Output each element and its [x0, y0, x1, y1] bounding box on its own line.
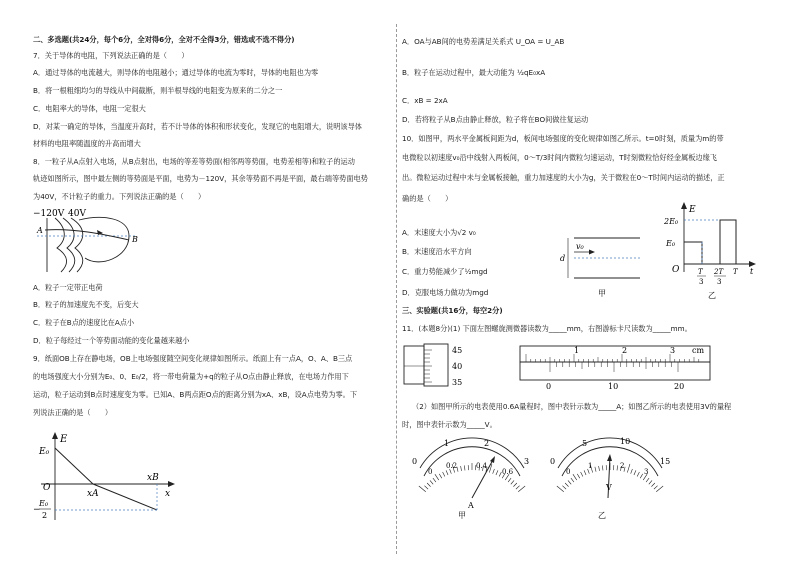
q8-option-d: D．粒子每经过一个等势面动能的变化量越来越小	[33, 336, 190, 345]
q7-stem: 7．关于导体的电阻，下列说法正确的是（ ）	[33, 51, 189, 60]
scale-tick	[627, 464, 630, 473]
q10-stem-line4: 确的是（ ）	[402, 194, 453, 203]
scale-tick	[640, 474, 643, 478]
q8-equipotential-figure	[33, 206, 163, 274]
q10-option-d: D．克服电场力做功为mgd	[402, 288, 489, 297]
scale-tick	[424, 486, 428, 489]
scale-tick	[557, 486, 564, 492]
q8-stem-line3: 为40V，不计粒子的重力。下列说法正确的是（ ）	[33, 192, 206, 201]
q9-option-a: A．OA与AB间的电势差满足关系式 U_OA = U_AB	[402, 37, 565, 46]
q9-neg-sign: −	[33, 505, 41, 515]
section-title-multiple-choice: 二、多选题(共24分，每个6分，全对得6分，全对不全得3分，错选或不选不得分)	[33, 35, 295, 44]
micrometer-tick-45: 45	[452, 346, 463, 355]
ammeter-unit: A	[468, 501, 474, 510]
scale-tick	[568, 480, 571, 484]
scale-tick	[419, 486, 426, 492]
q10-origin: O	[672, 265, 680, 275]
ammeter-caption: 甲	[458, 511, 466, 520]
ammeter-top-3: 3	[524, 457, 530, 466]
q10-v0-label: v₀	[576, 242, 584, 251]
scale-tick	[461, 466, 462, 471]
scale-tick	[439, 474, 442, 478]
q10-field-time-graph	[664, 200, 764, 300]
q10-fig1-caption: 甲	[598, 289, 606, 298]
q9-label-xa: xA	[87, 489, 99, 499]
scale-tick	[508, 478, 511, 482]
voltmeter-top-10: 10	[620, 437, 631, 446]
q9-stem-line4: 列说法正确的是（ ）	[33, 408, 113, 417]
q11-part2-line2: 时，图中表针示数为_____V。	[402, 420, 497, 429]
scale-tick	[637, 472, 639, 476]
q9-stem-line1: 9．纸面OB上存在静电场，OB上电场强度随空间变化规律如图所示。纸面上有一点A，O、A、B三点	[33, 354, 353, 363]
voltmeter-figure	[540, 436, 680, 520]
q9-label-e0: E₀	[39, 447, 50, 457]
q8-potential-right: 40V	[68, 209, 86, 219]
ammeter-bot-0: 0	[428, 468, 433, 476]
q10-stem-line2: 电微粒以初速度v₀沿中线射入两板间，0～T/3时间内微粒匀速运动，T时刻微粒恰好经金属板边缘飞	[402, 153, 717, 162]
scale-tick	[433, 478, 436, 482]
scale-tick	[651, 483, 654, 487]
scale-tick	[511, 480, 514, 484]
scale-tick	[577, 474, 580, 478]
q10-label-2e0: 2E₀	[664, 217, 679, 226]
q10-tick-2t3-bot: 3	[717, 278, 722, 286]
scale-tick	[634, 470, 636, 475]
q8-point-b: B	[132, 235, 138, 244]
voltmeter-bot-3: 3	[644, 468, 649, 476]
q11-stem-line1: 11．(本题8分)(1) 下面左图螺旋测微器读数为_____mm，右图游标卡尺读数为_____mm。	[402, 324, 692, 333]
q9-stem-line2: 的电场强度大小分别为E₀、0、E₀/2，将一带电荷量为+q的粒子从O点由静止释放，在电场力作用下	[33, 372, 349, 381]
q10-axis-e: E	[689, 205, 696, 215]
scale-tick	[571, 478, 574, 482]
scale-tick	[493, 469, 495, 474]
voltmeter-top-5: 5	[582, 439, 588, 448]
caliper-vernier-10: 10	[608, 382, 619, 391]
scale-tick	[595, 467, 596, 472]
q7-option-a: A．通过导体的电流越大，则导体的电阻越小；通过导体的电流为零时，导体的电阻也为零	[33, 68, 319, 77]
q9-field-graph	[33, 430, 183, 526]
scale-tick	[430, 480, 433, 484]
q8-potential-left: −120V	[33, 209, 65, 219]
q9-stem-line3: 运动，粒子运动到B点时速度变为零。已知A、B两点距O点的距离分别为xA、xB，设A点电势为零。下	[33, 390, 358, 399]
caliper-unit: cm	[692, 346, 705, 355]
q10-option-b: B．末速度沿水平方向	[402, 247, 472, 256]
q10-tick-t3-top: T	[698, 268, 703, 276]
q9-half-top: E₀	[39, 499, 49, 508]
q10-d-label: d	[560, 254, 566, 263]
scale-tick	[599, 466, 600, 471]
q10-axis-t: t	[750, 267, 754, 276]
micrometer-tick-35: 35	[452, 378, 463, 387]
caliper-vernier-0: 0	[546, 382, 552, 391]
q8-option-b: B．粒子的加速度先不变，后变大	[33, 300, 139, 309]
micrometer-tick-40: 40	[452, 362, 463, 371]
q9-origin: O	[43, 483, 51, 493]
voltmeter-top-15: 15	[660, 457, 671, 466]
voltmeter-bot-1: 1	[588, 462, 593, 470]
scale-tick	[435, 474, 439, 480]
q10-option-a: A．末速度大小为√2 v₀	[402, 228, 476, 237]
q9-option-b: B．粒子在运动过程中，最大动能为 ½qE₀xA	[402, 68, 546, 77]
q9-option-d: D．若将粒子从B点由静止释放，粒子将在BO间做往复运动	[402, 115, 589, 124]
vernier-caliper-figure	[518, 340, 718, 392]
column-divider	[396, 24, 397, 554]
voltmeter-unit: V	[606, 483, 612, 492]
scale-tick	[516, 486, 520, 489]
scale-tick	[584, 470, 586, 475]
q9-option-c: C．xB = 2xA	[402, 96, 448, 105]
ammeter-top-0: 0	[412, 457, 418, 466]
q8-stem-line2: 轨迹如图所示，图中最左侧的等势面是平面，电势为－120V，其余等势面不再是平面，最右端等势面电势	[33, 174, 368, 183]
scale-tick	[443, 472, 445, 476]
ammeter-figure	[402, 436, 542, 520]
q10-tick-t: T	[733, 268, 738, 276]
scale-tick	[656, 486, 663, 492]
scale-tick	[562, 486, 566, 489]
q8-option-a: A．粒子一定带正电荷	[33, 283, 103, 292]
scale-tick	[617, 465, 618, 470]
q10-stem-line1: 10．如图甲，两水平金属板间距为d，板间电场强度的变化规律如图乙所示。t=0时刻，质量为m的带	[402, 134, 724, 143]
q10-stem-line3: 出。微粒运动过程中未与金属板接触，重力加速度的大小为g，关于微粒在0～T时间内运动的描述，正	[402, 173, 725, 182]
q7-option-d-cont: 材料的电阻率随温度的升高而增大	[33, 139, 141, 148]
scale-tick	[581, 472, 583, 476]
scale-tick	[518, 486, 525, 492]
q10-option-c: C．重力势能减少了½mgd	[402, 267, 488, 276]
scale-tick	[446, 470, 448, 475]
q9-half-bottom: 2	[42, 511, 48, 520]
q10-fig2-caption: 乙	[708, 291, 716, 300]
q9-axis-e: E	[60, 434, 68, 445]
q7-option-c: C．电阻率大的导体，电阻一定很大	[33, 104, 146, 113]
micrometer-figure	[402, 340, 472, 390]
ammeter-bot-02: 0.2	[446, 462, 458, 470]
q7-option-b: B．将一根粗细均匀的导线从中间截断，则半根导线的电阻变为原来的二分之一	[33, 86, 283, 95]
scale-tick	[646, 478, 649, 482]
q10-label-e0: E₀	[666, 239, 676, 248]
scale-tick	[565, 483, 568, 487]
scale-tick	[649, 480, 652, 484]
q8-stem-line1: 8．一粒子从A点射入电场，从B点射出，电场的等差等势面(相邻两等势面，电势差相等)和粒子的运动	[33, 157, 355, 166]
q10-tick-t3-bot: 3	[699, 278, 704, 286]
q10-tick-2t3-top: 2T	[714, 268, 724, 276]
scale-tick	[654, 486, 658, 489]
caliper-main-1: 1	[574, 346, 580, 355]
scale-tick	[464, 465, 465, 470]
q9-axis-x: x	[165, 489, 171, 499]
q8-point-a: A	[37, 226, 43, 235]
voltmeter-bot-0: 0	[566, 468, 571, 476]
caliper-main-3: 3	[670, 346, 676, 355]
q7-option-d: D．对某一确定的导体，当温度升高时，若不计导体的体积和形状变化，发现它的电阻增大，说明该导体	[33, 122, 362, 131]
section-title-experiment: 三、实验题(共16分，每空2分)	[402, 306, 503, 315]
scale-tick	[427, 483, 430, 487]
scale-tick	[513, 483, 516, 487]
ammeter-bot-06: 0.6	[502, 468, 514, 476]
scale-tick	[602, 465, 603, 470]
scale-tick	[496, 470, 498, 475]
ammeter-bot-04: 0.4	[476, 462, 488, 470]
q10-plates-figure	[558, 230, 648, 300]
q11-part2-line1: （2）如图甲所示的电表使用0.6A量程时，图中表针示数为_____A；如图乙所示的电表使用3V的量程	[412, 402, 732, 411]
caliper-main-2: 2	[622, 346, 628, 355]
scale-tick	[631, 469, 633, 474]
voltmeter-top-0: 0	[550, 457, 556, 466]
voltmeter-caption: 乙	[598, 511, 606, 520]
ammeter-top-2: 2	[484, 439, 490, 448]
caliper-vernier-20: 20	[674, 382, 685, 391]
ammeter-top-1: 1	[444, 439, 450, 448]
q9-label-xb: xB	[147, 473, 159, 483]
q8-option-c: C．粒子在B点的速度比在A点小	[33, 318, 135, 327]
voltmeter-bot-2: 2	[620, 462, 625, 470]
scale-tick	[573, 474, 577, 480]
